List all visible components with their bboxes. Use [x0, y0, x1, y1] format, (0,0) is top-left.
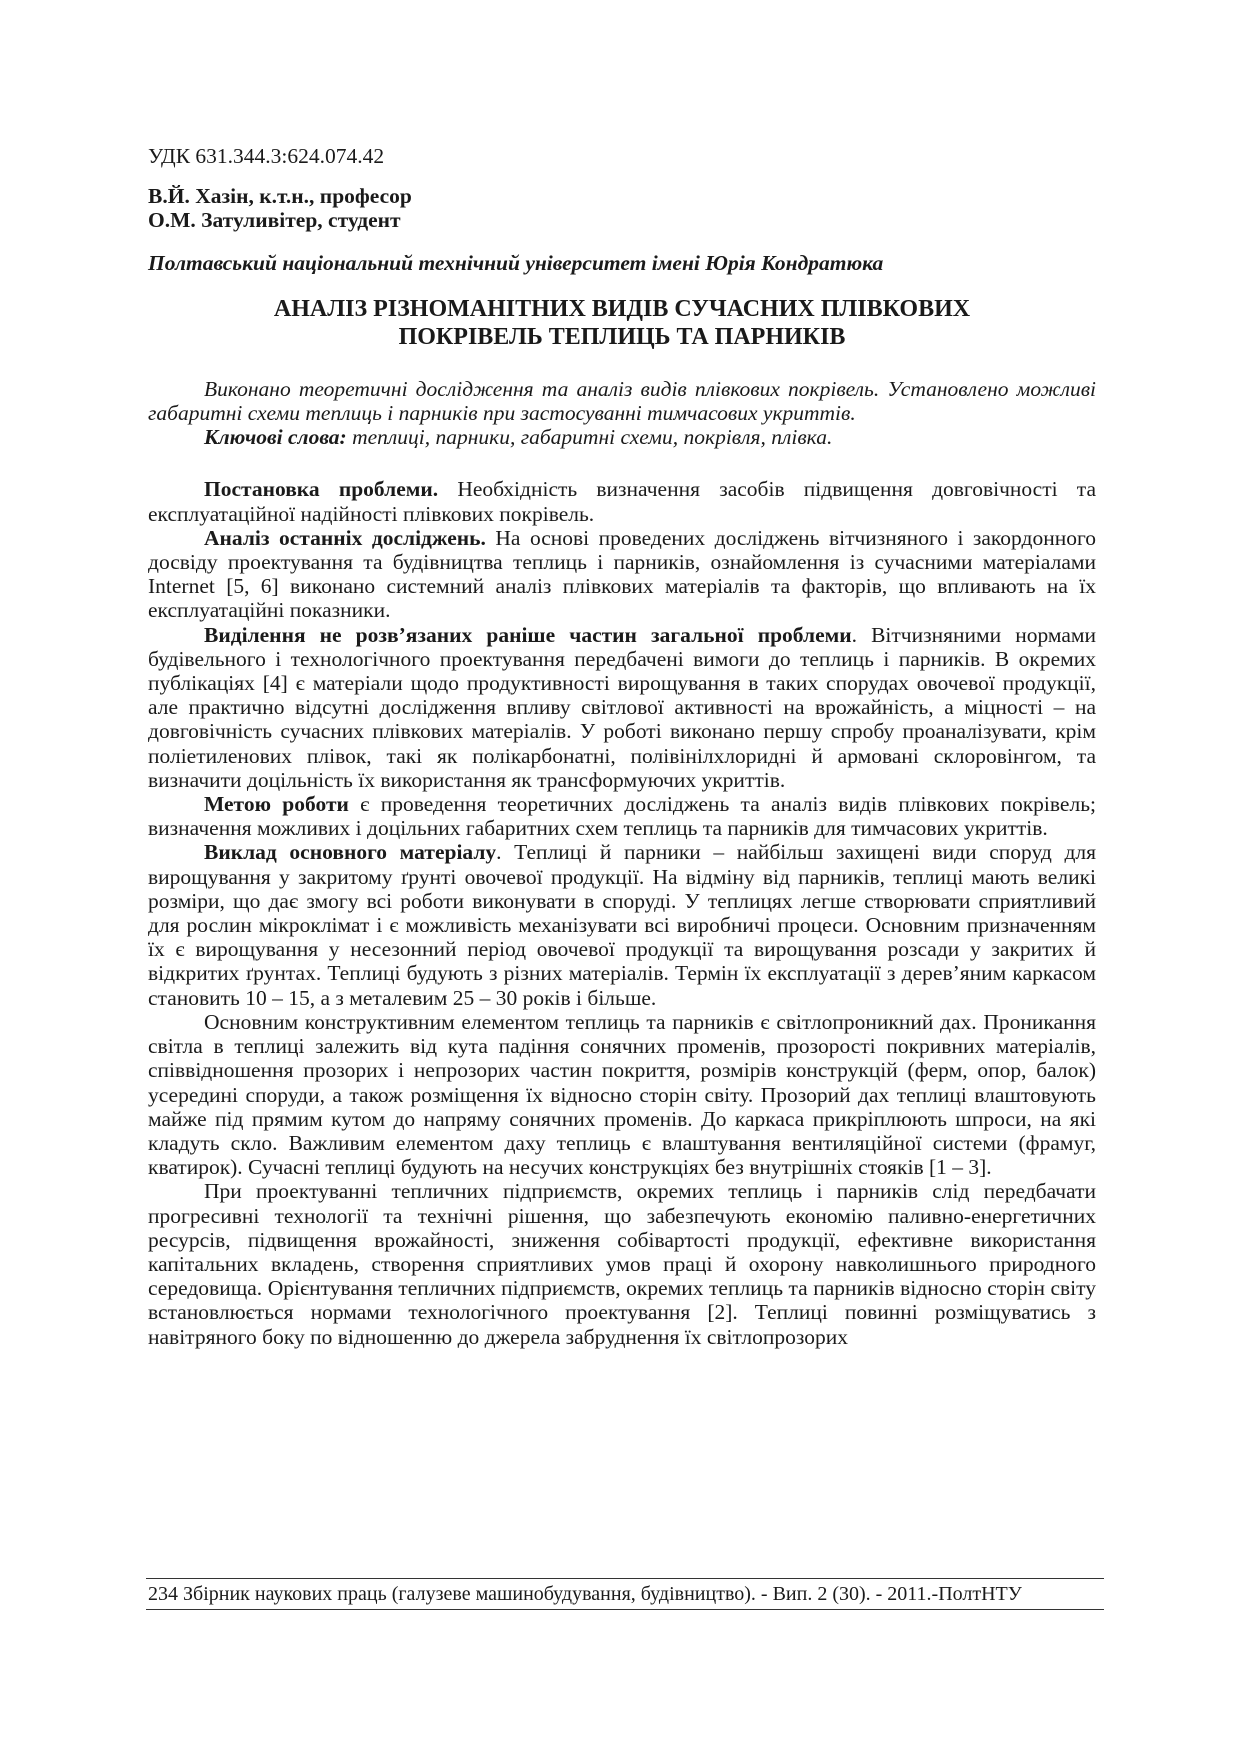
affiliation: Полтавський національний технічний університет імені Юрія Кондратюка	[148, 250, 884, 275]
paragraph-lead: Виклад основного матеріалу	[204, 840, 497, 865]
keywords	[148, 425, 1096, 449]
paper-page	[148, 144, 1096, 1349]
paragraph-lead: Постановка проблеми.	[204, 477, 439, 502]
author-2: О.М. Затуливітер, студент	[148, 208, 401, 233]
paragraph	[148, 477, 1096, 525]
paragraph	[148, 840, 1096, 1009]
paragraph	[148, 1179, 1096, 1348]
paper-title	[148, 295, 1096, 351]
paragraph-text: є проведення теоретичних досліджень та аналіз видів плівкових покрівель; визначення можливих і доцільних габаритних схем теплиць та парників для тимчасових укриттів.	[148, 792, 1096, 841]
paragraph-text: При проектуванні тепличних підприємств, окремих теплиць і парників слід передбачати прогресивні технології та технічні рішення, що забезпечують економію паливно-енергетичних ресурсів, підвищення врожайності, зниження собівартості продукції, ефективне використання капітальних вкладень, створення сприятливих умов праці й охорону навколишнього природного середовища. Орієнтування тепличних підприємств, окремих теплиць та парників відносно сторін світу встановлюється нормами технологічного проектування [2]. Теплиці повинні розміщуватись з навітряного боку по відношенню до джерела забруднення їх світлопрозорих	[148, 1179, 1096, 1349]
page-footer: 234 Збірник наукових праць (галузеве машинобудування, будівництво). - Вип. 2 (30). - 2011.-ПолтНТУ	[146, 1578, 1104, 1610]
udk-code: УДК 631.344.3:624.074.42	[148, 144, 385, 168]
author-1: В.Й. Хазін, к.т.н., професор	[148, 184, 412, 209]
keywords-label: Ключові слова:	[204, 425, 347, 450]
paragraph	[148, 1010, 1096, 1179]
paragraph-text: На основі проведених досліджень вітчизняного і закордонного досвіду проектування та будівництва теплиць і парників, ознайомлення із сучасними матеріалами Internet [5, 6] виконано системний аналіз плівкових матеріалів та факторів, що впливають на їх експлуатаційні показники.	[148, 525, 1096, 623]
paragraph	[148, 623, 1096, 792]
paragraph	[148, 792, 1096, 840]
paragraph-text: . Вітчизняними нормами будівельного і технологічного проектування передбачені вимоги до теплиць і парників. В окремих публікаціях [4] є матеріали щодо продуктивності вирощування в таких спорудах овочевої продукції, але практично відсутні дослідження впливу світлової активності на врожайність, а міцності – на довговічність сучасних плівкових матеріалів. У роботі виконано першу спробу проаналізувати, крім поліетиленових плівок, такі як полікарбонатні, полівінілхлоридні й армовані склоровінгом, та визначити доцільність їх використання як трансформуючих укриттів.	[148, 622, 1096, 792]
paragraph-lead: Метою роботи	[204, 792, 349, 817]
paragraph	[148, 526, 1096, 623]
paragraph-lead: Аналіз останніх досліджень.	[204, 525, 486, 550]
paragraph-text: Основним конструктивним елементом теплиць та парників є світлопроникний дах. Проникання світла в теплиці залежить від кута падіння сонячних променів, прозорості покривних матеріалів, співвідношення прозорих і непрозорих частин покриття, розмірів конструкцій (ферм, опор, балок) усередині споруди, а також розміщення їх відносно сторін світу. Прозорий дах теплиці влаштовують майже під прямим кутом до напряму сонячних променів. До каркаса прикріплюють шпроси, на які кладуть скло. Важливим елементом даху теплиць є влаштування вентиляційної системи (фрамуг, кватирок). Сучасні теплиці будують на несучих конструкціях без внутрішніх стояків [1 – 3].	[148, 1009, 1096, 1180]
title-line-2: ПОКРІВЕЛЬ ТЕПЛИЦЬ ТА ПАРНИКІВ	[398, 323, 846, 350]
abstract: Виконано теоретичні дослідження та аналіз видів плівкових покрівель. Установлено можливі габаритні схеми теплиць і парників при застосуванні тимчасових укриттів.	[148, 376, 1096, 426]
keywords-text: теплиці, парники, габаритні схеми, покрівля, плівка.	[346, 425, 833, 450]
title-line-1: АНАЛІЗ РІЗНОМАНІТНИХ ВИДІВ СУЧАСНИХ ПЛІВКОВИХ	[273, 295, 971, 322]
paragraph-text: Необхідність визначення засобів підвищення довговічності та експлуатаційної надійності плівкових покрівель.	[148, 477, 1097, 526]
paragraph-lead: Виділення не розв’язаних раніше частин загальної проблеми	[204, 622, 852, 647]
paragraph-text: . Теплиці й парники – найбільш захищені види споруд для вирощування у закритому ґрунті овочевої продукції. На відміну від парників, теплиці мають великі розміри, що дає змогу всі роботи виконувати в споруді. У теплицях легше створювати сприятливий для рослин мікроклімат і є можливість механізувати всі виробничі процеси. Основним призначенням їх є вирощування у несезонний період овочевої продукції та вирощування розсади у закритих й відкритих ґрунтах. Теплиці будують з різних матеріалів. Термін їх експлуатації з дерев’яним каркасом становить 10 – 15, а з металевим 25 – 30 років і більше.	[148, 840, 1097, 1010]
